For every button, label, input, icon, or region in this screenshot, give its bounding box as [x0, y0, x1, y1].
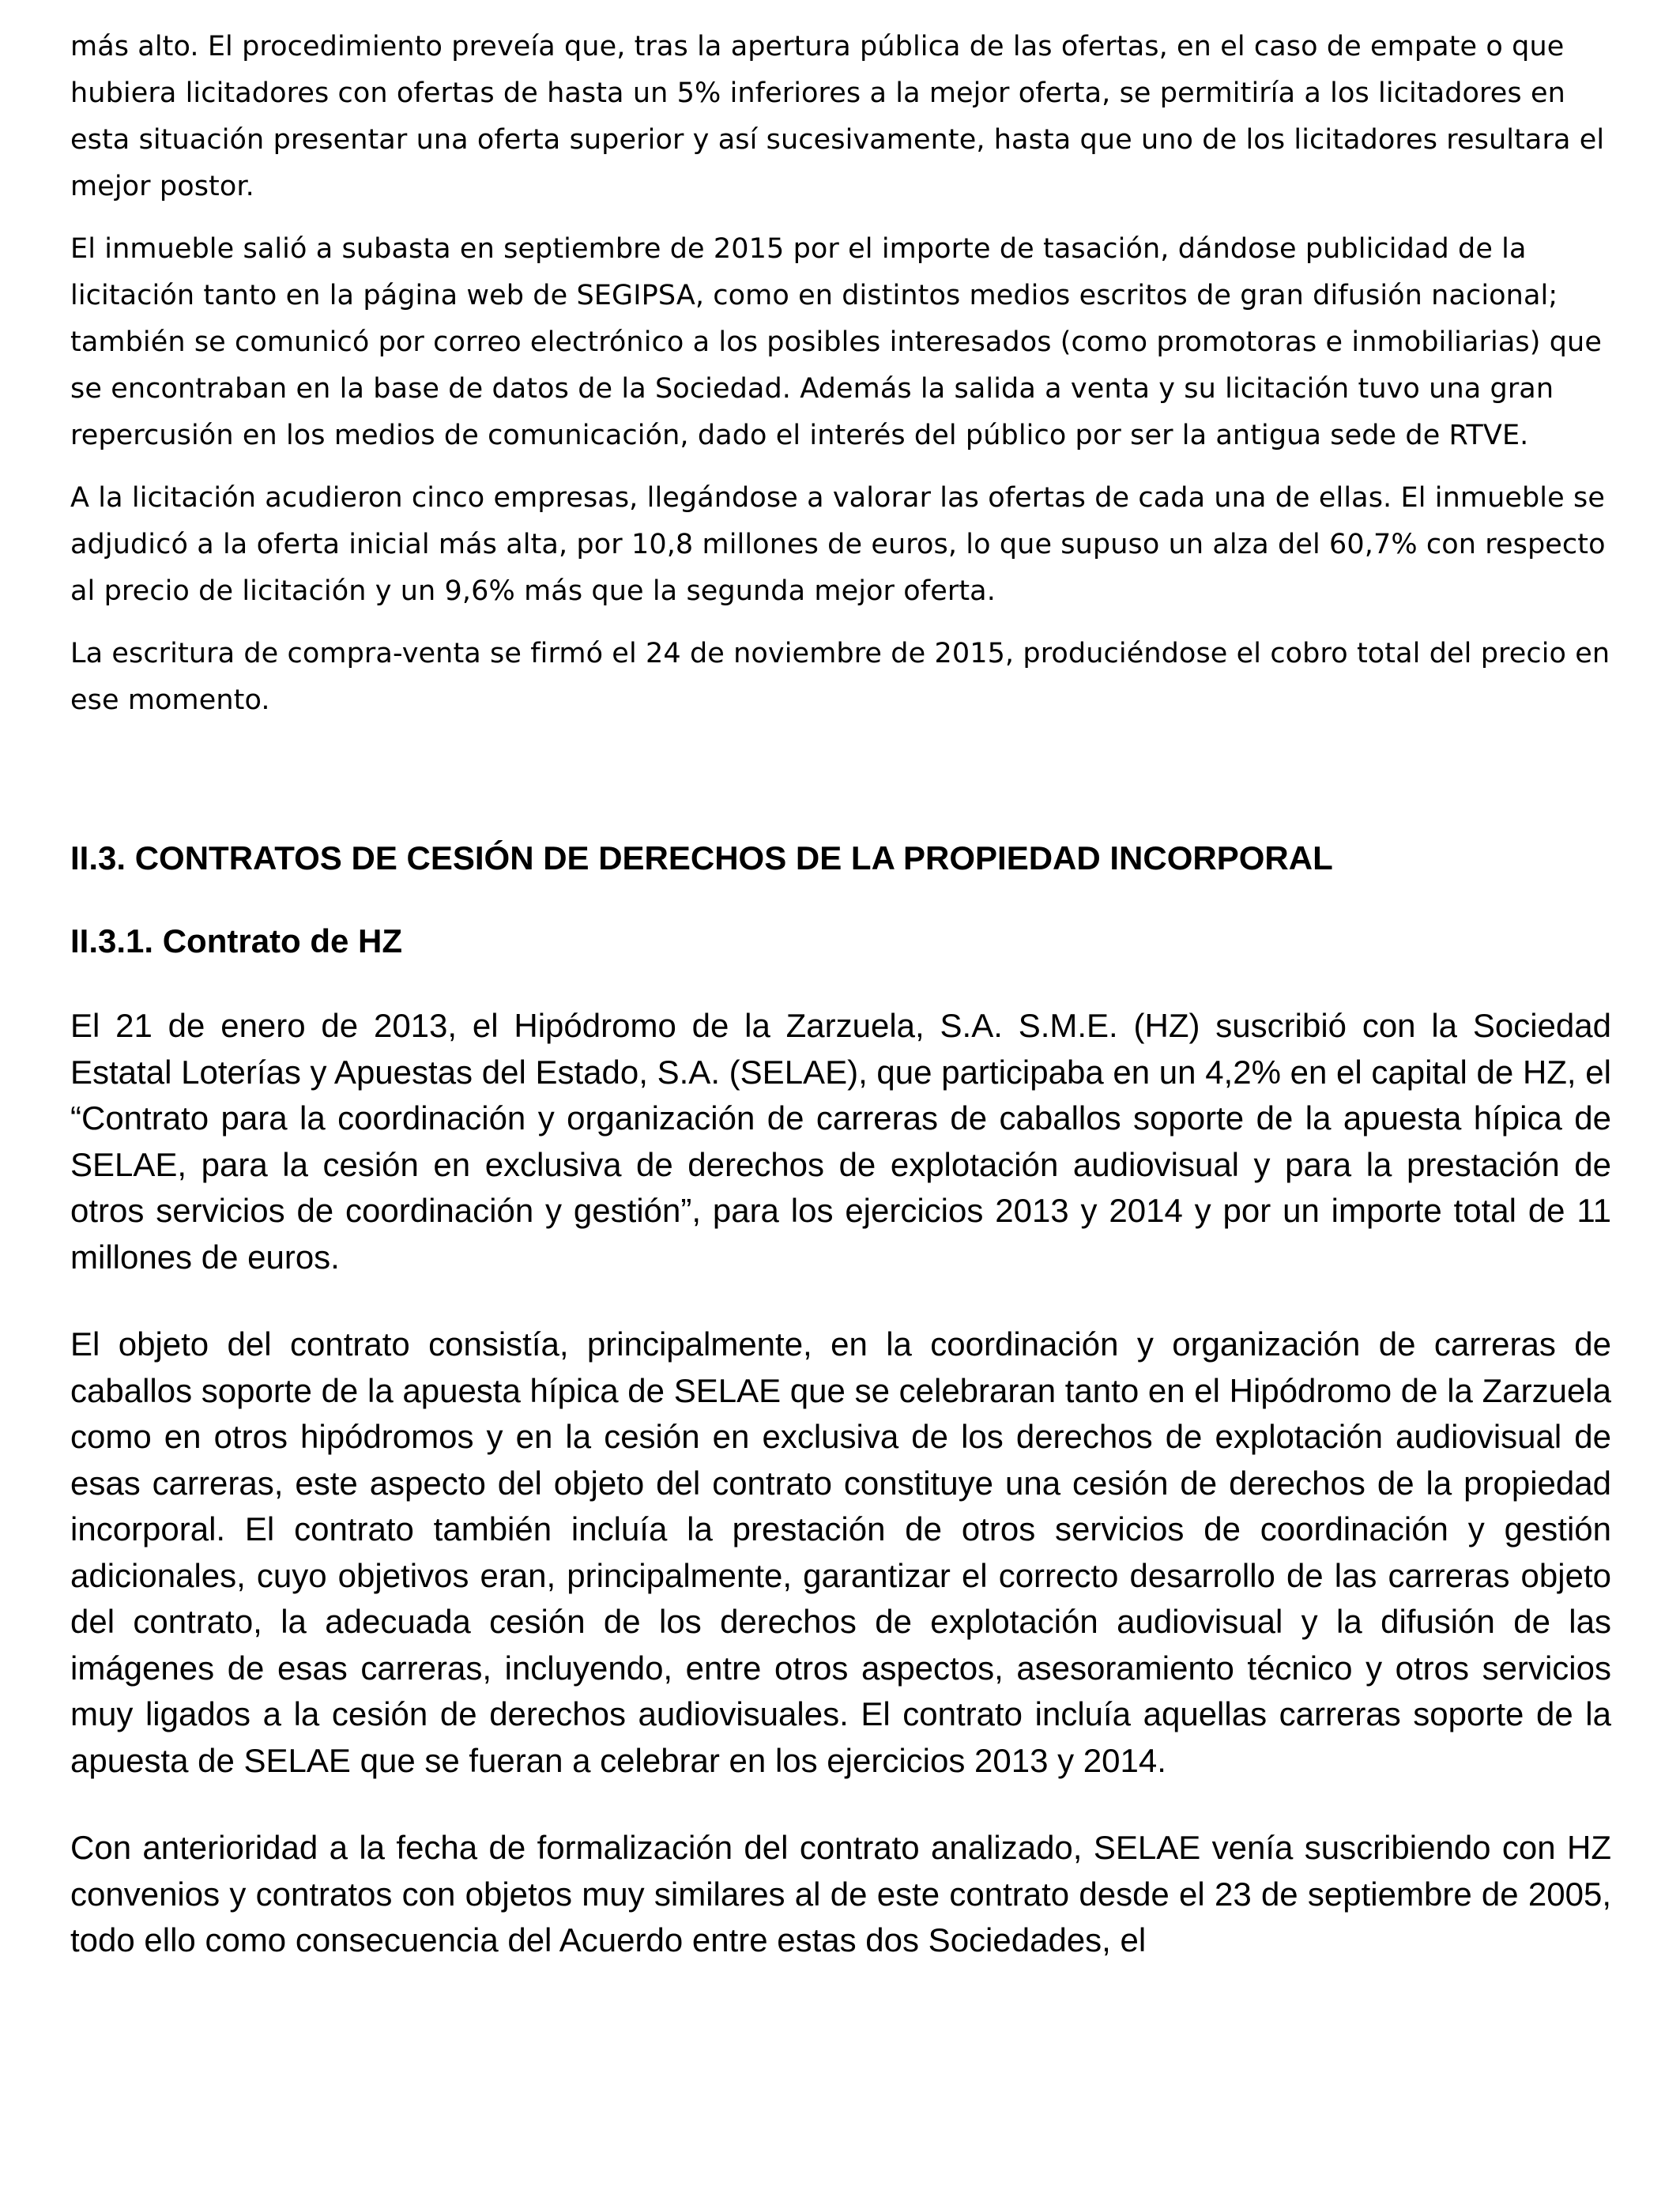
paragraph-prior-agreements: Con anterioridad a la fecha de formalización del contrato analizado, SELAE venía suscribiendo con HZ convenios y contratos con objetos muy similares al de este contrato desde el 23 de septiembre de 2005, todo ello como consecuencia del Acuerdo entre estas dos Sociedades, el — [70, 1829, 1611, 1958]
section-heading: II.3. CONTRATOS DE CESIÓN DE DERECHOS DE LA PROPIEDAD INCORPORAL — [70, 839, 1333, 876]
paragraph-auction-result: A la licitación acudieron cinco empresas, llegándose a valorar las ofertas de cada una de ellas. El inmueble se adjudicó a la oferta inicial más alta, por 10,8 millones de euros, lo que supuso un alza del 60,7% con respecto al precio de licitación y un 9,6% más que la segunda mejor oferta. — [70, 482, 1606, 607]
section-spacer — [70, 740, 1611, 836]
paragraph-contract-object: El objeto del contrato consistía, principalmente, en la coordinación y organización de carreras de caballos soporte de la apuesta hípica de SELAE que se celebraran tanto en el Hipódromo de la Zarzuela como en otros hipódromos y en la cesión en exclusiva de los derechos de explotación audiovisual de esas carreras, este aspecto del objeto del contrato constituye una cesión de derechos de la propiedad incorporal. El contrato también incluía la prestación de otros servicios de coordinación y gestión adicionales, cuyo objetivos eran, principalmente, garantizar el correcto desarrollo de las carreras objeto del contrato, la adecuada cesión de los derechos de explotación audiovisual y la difusión de las imágenes de esas carreras, incluyendo, entre otros aspectos, asesoramiento técnico y otros servicios muy ligados a la cesión de derechos audiovisuales. El contrato incluía aquellas carreras soporte de la apuesta de SELAE que se fueran a celebrar en los ejercicios 2013 y 2014. — [70, 1325, 1611, 1779]
paragraph-auction-publicity: El inmueble salió a subasta en septiembre de 2015 por el importe de tasación, dándose publicidad de la licitación tanto en la página web de SEGIPSA, como en distintos medios escritos de gran difusión nacional; también se comunicó por correo electrónico a los posibles interesados (como promotoras e inmobiliarias) que se encontraban en la base de datos de la Sociedad. Además la salida a venta y su licitación tuvo una gran repercusión en los medios de comunicación, dado el interés del público por ser la antigua sede de RTVE. — [70, 233, 1602, 451]
paragraph-sale-deed: La escritura de compra-venta se firmó el 24 de noviembre de 2015, produciéndose el cobro total del precio en ese momento. — [70, 638, 1610, 716]
paragraph-hz-contract: El 21 de enero de 2013, el Hipódromo de la Zarzuela, S.A. S.M.E. (HZ) suscribió con la Sociedad Estatal Loterías y Apuestas del Estado, S.A. (SELAE), que participaba en un 4,2% en el capital de HZ, el “Contrato para la coordinación y organización de carreras de caballos soporte de la apuesta hípica de SELAE, para la cesión en exclusiva de derechos de explotación audiovisual y para la prestación de otros servicios de coordinación y gestión”, para los ejercicios 2013 y 2014 y por un importe total de 11 millones de euros. — [70, 1007, 1611, 1276]
document-page — [70, 24, 1611, 2005]
subsection-heading: II.3.1. Contrato de HZ — [70, 922, 403, 959]
paragraph-auction-procedure: más alto. El procedimiento preveía que, tras la apertura pública de las ofertas, en el caso de empate o que hubiera licitadores con ofertas de hasta un 5% inferiores a la mejor oferta, se permitiría a los licitadores en esta situación presentar una oferta superior y así sucesivamente, hasta que uno de los licitadores resultara el mejor postor. — [70, 31, 1605, 202]
